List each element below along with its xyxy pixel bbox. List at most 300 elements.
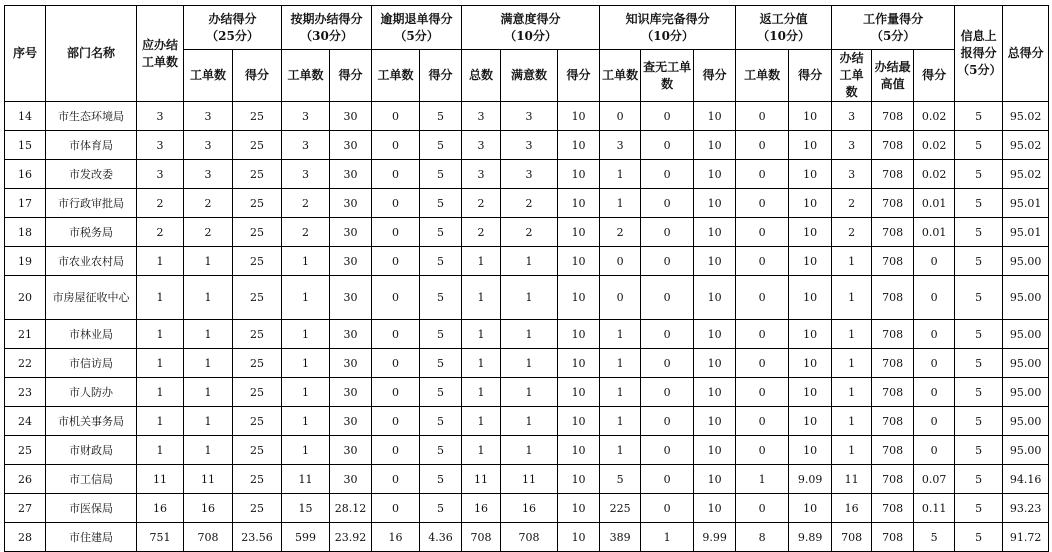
cell-manyi-satisfied: 2 <box>501 218 558 247</box>
table-row <box>5 436 1049 465</box>
cell-banjie-score: 25 <box>233 276 282 320</box>
cell-gongzuo-done: 11 <box>832 465 872 494</box>
cell-fangong-tickets: 0 <box>736 131 789 160</box>
cell-yuqi-tickets: 0 <box>372 276 420 320</box>
cell-yuqi-tickets: 0 <box>372 378 420 407</box>
cell-manyi-total: 1 <box>462 349 501 378</box>
cell-zhishi-tickets: 1 <box>600 320 641 349</box>
cell-dept: 市体育局 <box>46 131 137 160</box>
cell-gongzuo-done: 2 <box>832 218 872 247</box>
cell-yuqi-score: 5 <box>420 378 462 407</box>
cell-gongzuo-max: 708 <box>872 320 914 349</box>
cell-gongzuo-max: 708 <box>872 436 914 465</box>
cell-manyi-total: 1 <box>462 276 501 320</box>
cell-yuqi-score: 5 <box>420 436 462 465</box>
cell-info-score: 5 <box>955 247 1003 276</box>
cell-manyi-score: 10 <box>558 465 600 494</box>
cell-banjie-tickets: 1 <box>184 378 233 407</box>
header-should-complete: 应办结工单数 <box>137 6 184 102</box>
cell-manyi-score: 10 <box>558 320 600 349</box>
cell-fangong-tickets: 0 <box>736 218 789 247</box>
cell-zhishi-score: 10 <box>694 276 736 320</box>
cell-manyi-satisfied: 1 <box>501 436 558 465</box>
cell-banjie-score: 25 <box>233 494 282 523</box>
cell-zhishi-no-kb: 0 <box>641 465 694 494</box>
cell-total-score: 95.00 <box>1003 378 1049 407</box>
cell-yuqi-score: 5 <box>420 247 462 276</box>
cell-anqi-tickets: 1 <box>282 320 330 349</box>
cell-fangong-score: 10 <box>789 378 832 407</box>
cell-manyi-satisfied: 1 <box>501 320 558 349</box>
header-fangong-tickets: 工单数 <box>736 50 789 102</box>
cell-manyi-total: 11 <box>462 465 501 494</box>
cell-zhishi-score: 10 <box>694 218 736 247</box>
cell-anqi-score: 30 <box>330 131 372 160</box>
cell-zhishi-score: 10 <box>694 465 736 494</box>
cell-fangong-score: 10 <box>789 349 832 378</box>
cell-dept: 市行政审批局 <box>46 189 137 218</box>
cell-manyi-total: 2 <box>462 189 501 218</box>
cell-anqi-score: 28.12 <box>330 494 372 523</box>
header-fangong-score: 得分 <box>789 50 832 102</box>
cell-total-score: 93.23 <box>1003 494 1049 523</box>
score-sheet <box>4 5 1048 552</box>
cell-banjie-score: 25 <box>233 189 282 218</box>
cell-manyi-satisfied: 3 <box>501 102 558 131</box>
cell-no: 25 <box>5 436 46 465</box>
cell-fangong-score: 10 <box>789 320 832 349</box>
cell-zhishi-score: 10 <box>694 160 736 189</box>
cell-anqi-tickets: 3 <box>282 102 330 131</box>
table-row <box>5 276 1049 320</box>
cell-no: 26 <box>5 465 46 494</box>
header-banjie-score: 得分 <box>233 50 282 102</box>
cell-zhishi-no-kb: 0 <box>641 378 694 407</box>
cell-gongzuo-score: 5 <box>914 523 955 552</box>
header-yuqi-tickets: 工单数 <box>372 50 420 102</box>
cell-dept: 市工信局 <box>46 465 137 494</box>
cell-gongzuo-max: 708 <box>872 349 914 378</box>
cell-yuqi-tickets: 0 <box>372 102 420 131</box>
cell-total-score: 95.00 <box>1003 247 1049 276</box>
cell-gongzuo-done: 3 <box>832 102 872 131</box>
cell-yuqi-tickets: 0 <box>372 494 420 523</box>
cell-manyi-total: 1 <box>462 407 501 436</box>
cell-info-score: 5 <box>955 131 1003 160</box>
cell-gongzuo-max: 708 <box>872 247 914 276</box>
table-row <box>5 320 1049 349</box>
cell-manyi-satisfied: 2 <box>501 189 558 218</box>
cell-anqi-tickets: 3 <box>282 160 330 189</box>
cell-manyi-total: 3 <box>462 160 501 189</box>
cell-manyi-score: 10 <box>558 131 600 160</box>
cell-fangong-score: 10 <box>789 407 832 436</box>
cell-manyi-total: 1 <box>462 320 501 349</box>
cell-no: 19 <box>5 247 46 276</box>
cell-banjie-score: 23.56 <box>233 523 282 552</box>
cell-banjie-tickets: 3 <box>184 160 233 189</box>
cell-fangong-tickets: 0 <box>736 407 789 436</box>
cell-gongzuo-done: 16 <box>832 494 872 523</box>
cell-banjie-score: 25 <box>233 349 282 378</box>
cell-fangong-tickets: 1 <box>736 465 789 494</box>
cell-total-score: 95.02 <box>1003 160 1049 189</box>
table-row <box>5 247 1049 276</box>
cell-zhishi-no-kb: 0 <box>641 131 694 160</box>
header-manyi-total: 总数 <box>462 50 501 102</box>
table-body <box>5 102 1049 552</box>
cell-yuqi-score: 5 <box>420 102 462 131</box>
cell-fangong-tickets: 8 <box>736 523 789 552</box>
cell-yuqi-score: 5 <box>420 320 462 349</box>
cell-gongzuo-done: 1 <box>832 436 872 465</box>
cell-gongzuo-done: 3 <box>832 160 872 189</box>
cell-zhishi-no-kb: 0 <box>641 102 694 131</box>
cell-should-complete: 1 <box>137 436 184 465</box>
cell-zhishi-tickets: 1 <box>600 189 641 218</box>
cell-gongzuo-score: 0.01 <box>914 189 955 218</box>
cell-fangong-tickets: 0 <box>736 436 789 465</box>
cell-zhishi-score: 10 <box>694 349 736 378</box>
cell-dept: 市林业局 <box>46 320 137 349</box>
cell-fangong-score: 10 <box>789 436 832 465</box>
cell-fangong-score: 10 <box>789 189 832 218</box>
cell-dept: 市税务局 <box>46 218 137 247</box>
header-total: 总得分 <box>1003 6 1049 102</box>
cell-yuqi-score: 5 <box>420 131 462 160</box>
cell-fangong-score: 10 <box>789 247 832 276</box>
cell-zhishi-tickets: 0 <box>600 102 641 131</box>
cell-manyi-total: 1 <box>462 378 501 407</box>
cell-manyi-satisfied: 3 <box>501 131 558 160</box>
cell-no: 17 <box>5 189 46 218</box>
cell-zhishi-score: 10 <box>694 320 736 349</box>
cell-anqi-score: 30 <box>330 320 372 349</box>
cell-zhishi-tickets: 1 <box>600 349 641 378</box>
cell-should-complete: 1 <box>137 407 184 436</box>
cell-total-score: 94.16 <box>1003 465 1049 494</box>
cell-info-score: 5 <box>955 320 1003 349</box>
cell-info-score: 5 <box>955 523 1003 552</box>
cell-manyi-score: 10 <box>558 189 600 218</box>
cell-total-score: 95.00 <box>1003 320 1049 349</box>
table-row <box>5 349 1049 378</box>
cell-gongzuo-max: 708 <box>872 378 914 407</box>
cell-banjie-tickets: 3 <box>184 102 233 131</box>
cell-gongzuo-done: 1 <box>832 276 872 320</box>
cell-should-complete: 1 <box>137 247 184 276</box>
header-group-fangong: 返工分值 （10分） <box>736 6 832 50</box>
cell-manyi-score: 10 <box>558 494 600 523</box>
header-no: 序号 <box>5 6 46 102</box>
table-row <box>5 523 1049 552</box>
cell-yuqi-tickets: 0 <box>372 320 420 349</box>
cell-total-score: 95.02 <box>1003 131 1049 160</box>
cell-zhishi-no-kb: 0 <box>641 349 694 378</box>
cell-dept: 市农业农村局 <box>46 247 137 276</box>
cell-zhishi-score: 10 <box>694 247 736 276</box>
cell-zhishi-score: 10 <box>694 131 736 160</box>
cell-no: 27 <box>5 494 46 523</box>
header-zhishi-no-kb: 查无工单数 <box>641 50 694 102</box>
cell-yuqi-tickets: 16 <box>372 523 420 552</box>
cell-banjie-score: 25 <box>233 102 282 131</box>
cell-fangong-score: 10 <box>789 276 832 320</box>
header-info-report: 信息上报得分（5分） <box>955 6 1003 102</box>
header-yuqi-score: 得分 <box>420 50 462 102</box>
cell-zhishi-tickets: 1 <box>600 160 641 189</box>
cell-should-complete: 2 <box>137 189 184 218</box>
cell-anqi-score: 30 <box>330 407 372 436</box>
header-gongzuo-score: 得分 <box>914 50 955 102</box>
cell-manyi-satisfied: 1 <box>501 276 558 320</box>
cell-manyi-score: 10 <box>558 160 600 189</box>
cell-banjie-tickets: 708 <box>184 523 233 552</box>
cell-no: 18 <box>5 218 46 247</box>
cell-yuqi-tickets: 0 <box>372 465 420 494</box>
cell-manyi-satisfied: 1 <box>501 407 558 436</box>
cell-zhishi-tickets: 5 <box>600 465 641 494</box>
cell-fangong-tickets: 0 <box>736 320 789 349</box>
cell-yuqi-tickets: 0 <box>372 436 420 465</box>
header-group-anqi: 按期办结得分 （30分） <box>282 6 372 50</box>
cell-dept: 市机关事务局 <box>46 407 137 436</box>
cell-anqi-tickets: 1 <box>282 276 330 320</box>
cell-fangong-score: 10 <box>789 218 832 247</box>
cell-gongzuo-score: 0 <box>914 436 955 465</box>
cell-manyi-score: 10 <box>558 378 600 407</box>
cell-gongzuo-score: 0 <box>914 320 955 349</box>
cell-zhishi-score: 10 <box>694 189 736 218</box>
table-row <box>5 407 1049 436</box>
cell-zhishi-tickets: 2 <box>600 218 641 247</box>
cell-zhishi-score: 10 <box>694 102 736 131</box>
cell-manyi-satisfied: 1 <box>501 247 558 276</box>
cell-no: 14 <box>5 102 46 131</box>
cell-yuqi-score: 5 <box>420 465 462 494</box>
cell-anqi-tickets: 15 <box>282 494 330 523</box>
cell-fangong-tickets: 0 <box>736 160 789 189</box>
cell-should-complete: 2 <box>137 218 184 247</box>
cell-gongzuo-score: 0.01 <box>914 218 955 247</box>
cell-fangong-score: 9.89 <box>789 523 832 552</box>
cell-anqi-score: 30 <box>330 102 372 131</box>
cell-zhishi-no-kb: 0 <box>641 276 694 320</box>
cell-manyi-satisfied: 1 <box>501 378 558 407</box>
cell-gongzuo-score: 0.02 <box>914 131 955 160</box>
cell-no: 15 <box>5 131 46 160</box>
header-gongzuo-done: 办结工单数 <box>832 50 872 102</box>
cell-anqi-score: 23.92 <box>330 523 372 552</box>
cell-banjie-tickets: 1 <box>184 436 233 465</box>
cell-gongzuo-score: 0.07 <box>914 465 955 494</box>
cell-should-complete: 1 <box>137 276 184 320</box>
cell-no: 20 <box>5 276 46 320</box>
cell-manyi-score: 10 <box>558 349 600 378</box>
cell-banjie-tickets: 2 <box>184 218 233 247</box>
table-row <box>5 131 1049 160</box>
cell-yuqi-score: 5 <box>420 494 462 523</box>
cell-manyi-total: 3 <box>462 131 501 160</box>
cell-gongzuo-score: 0 <box>914 378 955 407</box>
cell-zhishi-no-kb: 1 <box>641 523 694 552</box>
cell-anqi-score: 30 <box>330 247 372 276</box>
cell-fangong-tickets: 0 <box>736 102 789 131</box>
cell-banjie-tickets: 3 <box>184 131 233 160</box>
cell-zhishi-no-kb: 0 <box>641 407 694 436</box>
cell-info-score: 5 <box>955 407 1003 436</box>
cell-anqi-tickets: 1 <box>282 407 330 436</box>
cell-total-score: 95.00 <box>1003 349 1049 378</box>
cell-gongzuo-done: 1 <box>832 349 872 378</box>
cell-gongzuo-done: 1 <box>832 320 872 349</box>
cell-manyi-score: 10 <box>558 407 600 436</box>
header-anqi-tickets: 工单数 <box>282 50 330 102</box>
cell-gongzuo-done: 708 <box>832 523 872 552</box>
cell-gongzuo-max: 708 <box>872 465 914 494</box>
cell-anqi-score: 30 <box>330 436 372 465</box>
cell-should-complete: 16 <box>137 494 184 523</box>
cell-banjie-score: 25 <box>233 160 282 189</box>
cell-gongzuo-max: 708 <box>872 407 914 436</box>
cell-dept: 市发改委 <box>46 160 137 189</box>
header-manyi-satisfied: 满意数 <box>501 50 558 102</box>
cell-yuqi-score: 5 <box>420 276 462 320</box>
cell-total-score: 95.00 <box>1003 436 1049 465</box>
cell-banjie-tickets: 1 <box>184 349 233 378</box>
cell-no: 28 <box>5 523 46 552</box>
cell-banjie-score: 25 <box>233 378 282 407</box>
cell-gongzuo-done: 1 <box>832 378 872 407</box>
cell-zhishi-tickets: 0 <box>600 276 641 320</box>
cell-yuqi-score: 5 <box>420 160 462 189</box>
cell-zhishi-score: 9.99 <box>694 523 736 552</box>
cell-yuqi-score: 4.36 <box>420 523 462 552</box>
cell-anqi-tickets: 1 <box>282 436 330 465</box>
cell-anqi-tickets: 1 <box>282 247 330 276</box>
cell-zhishi-no-kb: 0 <box>641 160 694 189</box>
cell-banjie-score: 25 <box>233 218 282 247</box>
cell-gongzuo-score: 0 <box>914 349 955 378</box>
cell-fangong-tickets: 0 <box>736 494 789 523</box>
cell-gongzuo-score: 0 <box>914 407 955 436</box>
cell-anqi-tickets: 3 <box>282 131 330 160</box>
cell-zhishi-score: 10 <box>694 378 736 407</box>
cell-zhishi-tickets: 3 <box>600 131 641 160</box>
cell-total-score: 91.72 <box>1003 523 1049 552</box>
cell-gongzuo-done: 2 <box>832 189 872 218</box>
cell-zhishi-score: 10 <box>694 436 736 465</box>
header-zhishi-score: 得分 <box>694 50 736 102</box>
cell-no: 16 <box>5 160 46 189</box>
cell-banjie-score: 25 <box>233 407 282 436</box>
cell-should-complete: 3 <box>137 102 184 131</box>
cell-total-score: 95.00 <box>1003 276 1049 320</box>
cell-banjie-score: 25 <box>233 320 282 349</box>
cell-info-score: 5 <box>955 218 1003 247</box>
cell-fangong-score: 10 <box>789 160 832 189</box>
cell-gongzuo-max: 708 <box>872 189 914 218</box>
table-row <box>5 102 1049 131</box>
cell-yuqi-tickets: 0 <box>372 247 420 276</box>
cell-anqi-score: 30 <box>330 276 372 320</box>
cell-should-complete: 1 <box>137 320 184 349</box>
cell-yuqi-score: 5 <box>420 407 462 436</box>
cell-yuqi-score: 5 <box>420 349 462 378</box>
cell-dept: 市人防办 <box>46 378 137 407</box>
header-group-zhishi: 知识库完备得分 （10分） <box>600 6 736 50</box>
cell-dept: 市信访局 <box>46 349 137 378</box>
cell-zhishi-tickets: 1 <box>600 378 641 407</box>
department-score-table <box>4 5 1049 552</box>
header-group-yuqi: 逾期退单得分 （5分） <box>372 6 462 50</box>
cell-zhishi-no-kb: 0 <box>641 189 694 218</box>
cell-fangong-score: 9.09 <box>789 465 832 494</box>
cell-banjie-score: 25 <box>233 436 282 465</box>
cell-should-complete: 11 <box>137 465 184 494</box>
cell-banjie-tickets: 1 <box>184 247 233 276</box>
cell-anqi-score: 30 <box>330 160 372 189</box>
cell-yuqi-score: 5 <box>420 218 462 247</box>
cell-info-score: 5 <box>955 102 1003 131</box>
cell-yuqi-tickets: 0 <box>372 189 420 218</box>
header-banjie-tickets: 工单数 <box>184 50 233 102</box>
cell-manyi-score: 10 <box>558 247 600 276</box>
cell-manyi-total: 2 <box>462 218 501 247</box>
cell-dept: 市财政局 <box>46 436 137 465</box>
cell-anqi-tickets: 599 <box>282 523 330 552</box>
cell-banjie-tickets: 1 <box>184 276 233 320</box>
cell-banjie-score: 25 <box>233 131 282 160</box>
cell-no: 23 <box>5 378 46 407</box>
cell-anqi-score: 30 <box>330 189 372 218</box>
table-row <box>5 160 1049 189</box>
cell-info-score: 5 <box>955 276 1003 320</box>
cell-anqi-tickets: 2 <box>282 189 330 218</box>
cell-manyi-satisfied: 708 <box>501 523 558 552</box>
cell-manyi-satisfied: 3 <box>501 160 558 189</box>
cell-manyi-score: 10 <box>558 436 600 465</box>
cell-gongzuo-done: 1 <box>832 247 872 276</box>
cell-anqi-tickets: 1 <box>282 349 330 378</box>
cell-manyi-satisfied: 11 <box>501 465 558 494</box>
cell-info-score: 5 <box>955 436 1003 465</box>
cell-info-score: 5 <box>955 378 1003 407</box>
cell-fangong-tickets: 0 <box>736 189 789 218</box>
cell-gongzuo-score: 0.02 <box>914 160 955 189</box>
header-group-manyi: 满意度得分 （10分） <box>462 6 600 50</box>
cell-yuqi-tickets: 0 <box>372 407 420 436</box>
cell-should-complete: 751 <box>137 523 184 552</box>
cell-yuqi-tickets: 0 <box>372 218 420 247</box>
cell-manyi-score: 10 <box>558 523 600 552</box>
cell-total-score: 95.01 <box>1003 189 1049 218</box>
cell-anqi-score: 30 <box>330 378 372 407</box>
cell-manyi-total: 16 <box>462 494 501 523</box>
cell-should-complete: 3 <box>137 131 184 160</box>
cell-no: 21 <box>5 320 46 349</box>
header-anqi-score: 得分 <box>330 50 372 102</box>
cell-anqi-score: 30 <box>330 218 372 247</box>
cell-anqi-score: 30 <box>330 349 372 378</box>
cell-gongzuo-done: 3 <box>832 131 872 160</box>
header-gongzuo-max: 办结最高值 <box>872 50 914 102</box>
cell-banjie-tickets: 2 <box>184 189 233 218</box>
header-group-banjie: 办结得分 （25分） <box>184 6 282 50</box>
cell-zhishi-no-kb: 0 <box>641 320 694 349</box>
cell-fangong-tickets: 0 <box>736 349 789 378</box>
table-row <box>5 494 1049 523</box>
